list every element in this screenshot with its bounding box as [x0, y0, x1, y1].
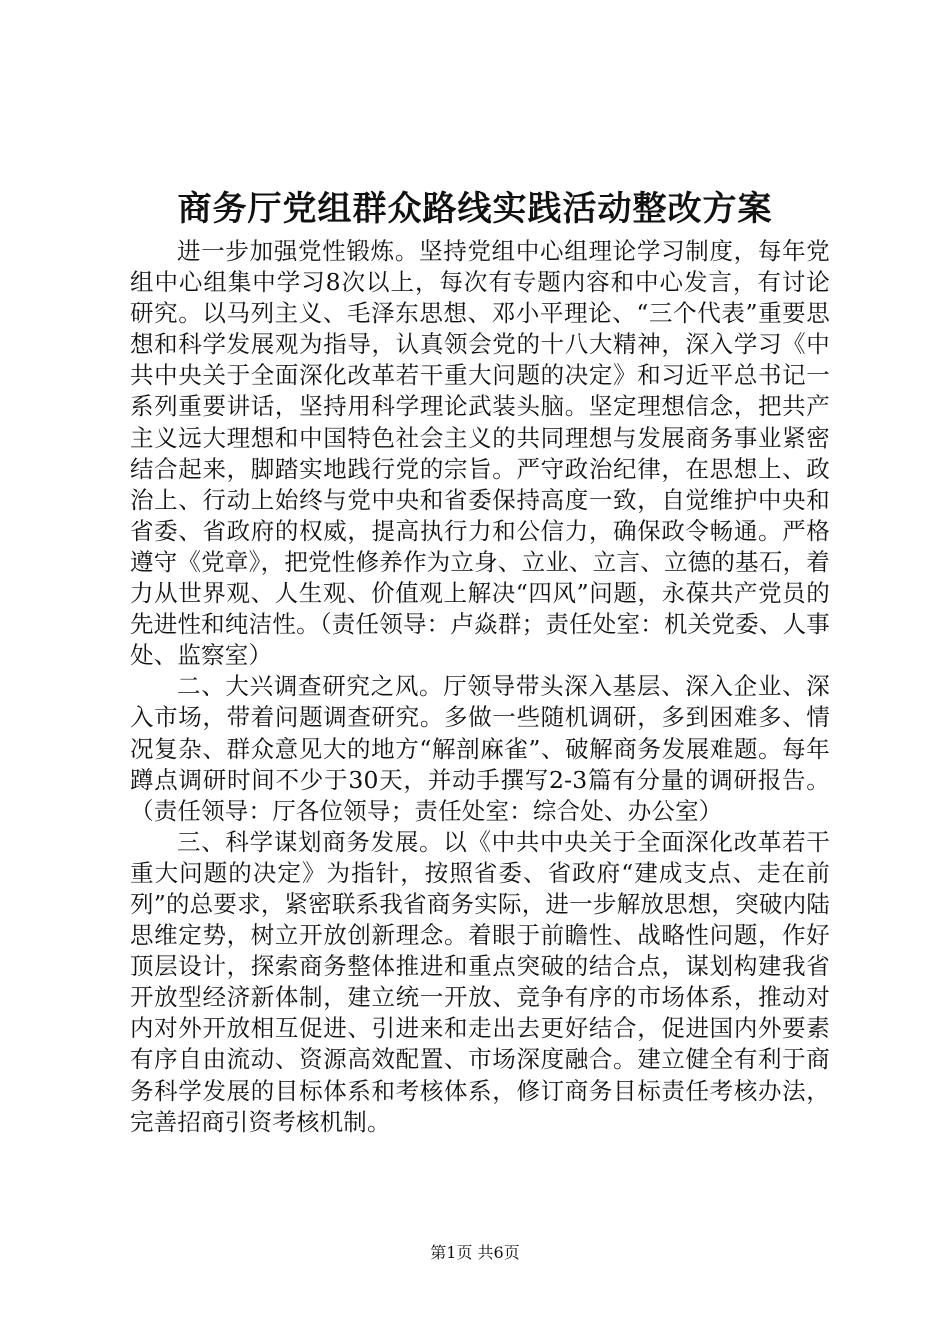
paragraph-party-discipline: 进一步加强党性锻炼。坚持党组中心组理论学习制度，每年党组中心组集中学习8次以上，每次有专题内容和中心发言，有讨论研究。以马列主义、毛泽东思想、邓小平理论、“三个代表”重要思想和科学发展观为指导，认真领会党的十八大精神，深入学习《中共中央关于全面深化改革若干重大问题的决定》和习近平总书记一系列重要讲话，坚持用科学理论武装头脑。坚定理想信念，把共产主义远大理想和中国特色社会主义的共同理想与发展商务事业紧密结合起来，脚踏实地践行党的宗旨。严守政治纪律，在思想上、政治上、行动上始终与党中央和省委保持高度一致，自觉维护中央和省委、省政府的权威，提高执行力和公信力，确保政令畅通。严格遵守《党章》，把党性修养作为立身、立业、立言、立德的基石，着力从世界观、人生观、价值观上解决“四风”问题，永葆共产党员的先进性和纯洁性。（责任领导：卢焱群；责任处室：机关党委、人事处、监察室） [130, 237, 830, 670]
paragraph-commerce-planning: 三、科学谋划商务发展。以《中共中央关于全面深化改革若干重大问题的决定》为指针，按照省委、省政府“建成支点、走在前列”的总要求，紧密联系我省商务实际，进一步解放思想，突破内陆思维定势，树立开放创新理念。着眼于前瞻性、战略性问题，作好顶层设计，探索商务整体推进和重点突破的结合点，谋划构建我省开放型经济新体制，建立统一开放、竞争有序的市场体系，推动对内对外开放相互促进、引进来和走出去更好结合，促进国内外要素有序自由流动、资源高效配置、市场深度融合。建立健全有利于商务科学发展的目标体系和考核体系，修订商务目标责任考核办法，完善招商引资考核机制。 [130, 827, 830, 1136]
document-body [130, 236, 830, 1138]
paragraph-investigation-research: 二、大兴调查研究之风。厅领导带头深入基层、深入企业、深入市场，带着问题调查研究。多做一些随机调研，多到困难多、情况复杂、群众意见大的地方“解剖麻雀”、破解商务发展难题。每年蹲点调研时间不少于30天，并动手撰写2-3篇有分量的调研报告。（责任领导：厅各位领导；责任处室：综合处、办公室） [130, 672, 830, 825]
page-number-footer: 第1页 共6页 [430, 1243, 520, 1262]
document-title: 商务厅党组群众路线实践活动整改方案 [177, 189, 773, 229]
